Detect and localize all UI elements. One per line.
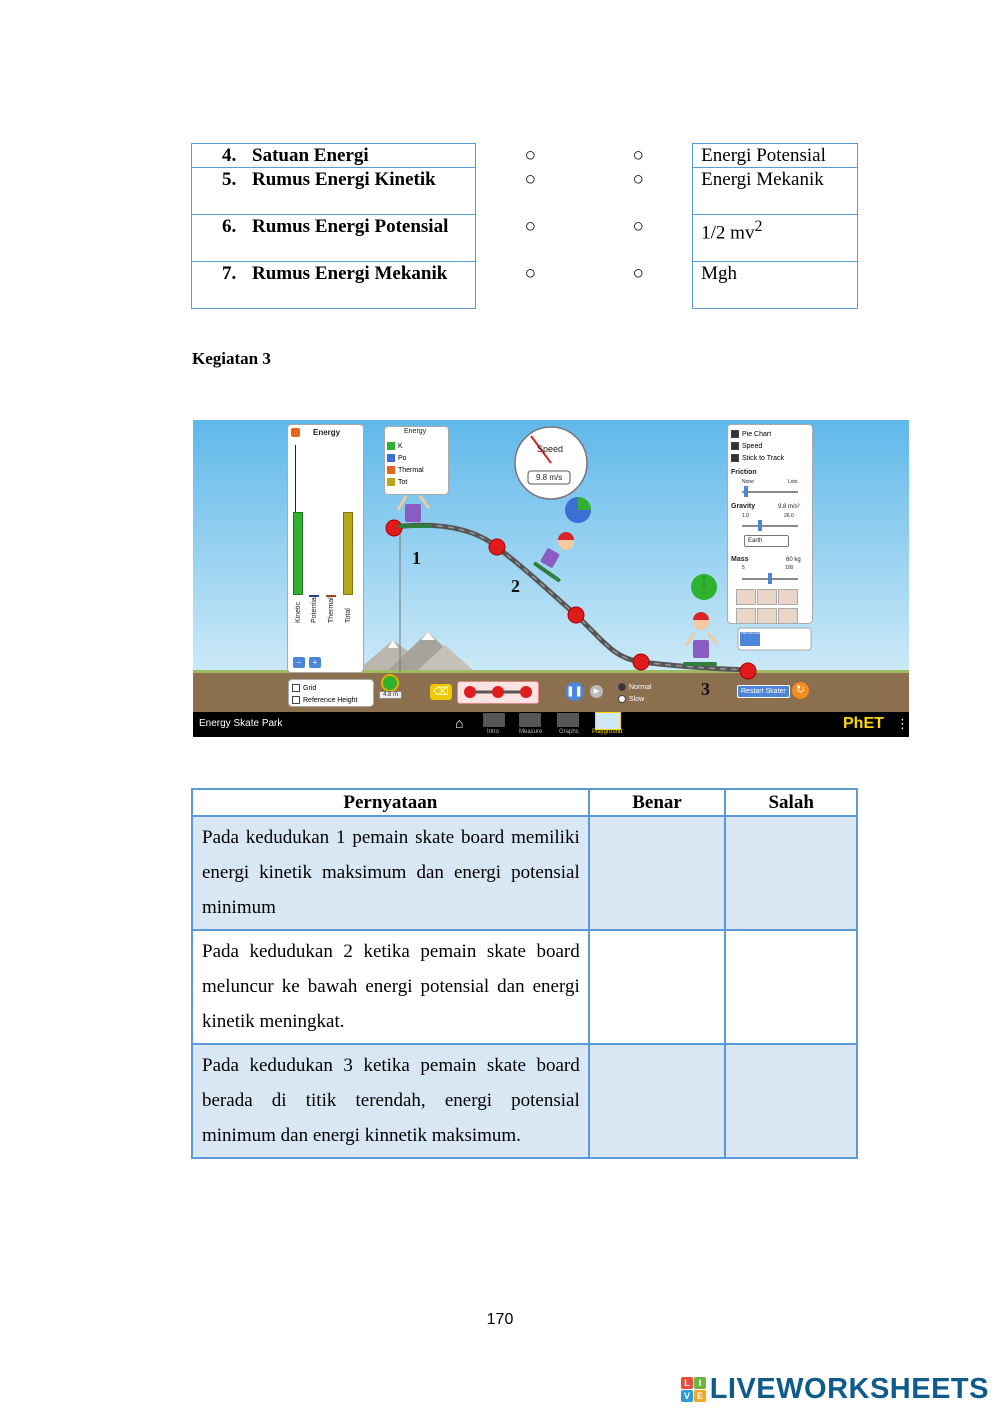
legend-label: K: [398, 442, 403, 450]
restart-skater-button[interactable]: Restart Skater: [737, 685, 790, 698]
step-forward-button[interactable]: ▶: [590, 685, 603, 698]
skater-choice[interactable]: [778, 608, 798, 624]
term-label: Rumus Energi Potensial: [252, 216, 449, 237]
checkbox[interactable]: [292, 696, 300, 704]
legend-label: Po: [398, 454, 407, 462]
matching-term-cell: [192, 144, 476, 168]
page-number: 170: [486, 1311, 514, 1328]
normal-speed-radio[interactable]: [618, 681, 652, 693]
mass-min: 5: [742, 565, 745, 571]
match-dot-right[interactable]: ○: [632, 144, 644, 166]
planet-select[interactable]: Earth: [744, 535, 789, 547]
salah-answer-cell[interactable]: [725, 930, 857, 1044]
bar-total: [343, 512, 353, 595]
bar-label-total: Total: [345, 608, 352, 623]
nav-playground[interactable]: Playground: [592, 729, 623, 735]
legend-swatch: [387, 442, 395, 450]
track-control-point: [568, 607, 584, 623]
bar-kinetic: [293, 512, 303, 595]
grid-checkbox[interactable]: [292, 682, 357, 694]
radio[interactable]: [618, 695, 626, 703]
speed-readout: 9.8 m/s: [536, 473, 563, 482]
skater-choice[interactable]: [736, 608, 756, 624]
checkbox-label: Grid: [303, 684, 317, 692]
benar-answer-cell[interactable]: [589, 1044, 726, 1158]
match-dot-right[interactable]: ○: [632, 168, 644, 190]
liveworksheets-badge-icon: [681, 1377, 707, 1403]
pie-chart-position-2: [565, 497, 591, 523]
statement-text: Pada kedudukan 1 pemain skate board memiliki energi kinetik maksimum dan energi potensial minimum: [192, 816, 589, 930]
sim-speed-options: [618, 681, 652, 705]
energy-legend-panel: [384, 426, 449, 495]
slow-speed-radio[interactable]: [618, 693, 652, 705]
track-control-point: [633, 654, 649, 670]
term-label: Satuan Energi: [252, 145, 369, 166]
match-dot-left[interactable]: ○: [524, 215, 537, 237]
match-dot-left[interactable]: ○: [524, 144, 537, 166]
legend-swatch: [387, 454, 395, 462]
energy-bar-graph-panel: [287, 424, 364, 673]
legend-item-kinetic[interactable]: [387, 440, 424, 452]
nav-graphs[interactable]: Graphs: [559, 729, 579, 735]
mass-slider-thumb[interactable]: [768, 573, 772, 584]
term-number: 6.: [222, 216, 237, 237]
pie-chart-checkbox[interactable]: [731, 428, 784, 440]
legend-item-total[interactable]: [387, 476, 424, 488]
speedometer: [515, 427, 587, 499]
salah-answer-cell[interactable]: [725, 1044, 857, 1158]
header-benar: Benar: [589, 789, 726, 816]
radio-label: Normal: [629, 683, 652, 691]
legend-swatch: [387, 478, 395, 486]
match-dot-left[interactable]: ○: [524, 262, 537, 284]
energy-skate-park-simulation: [193, 420, 909, 737]
skater-choice[interactable]: [736, 589, 756, 605]
home-icon[interactable]: ⌂: [455, 715, 464, 731]
bar-label-potential: Potential: [311, 595, 318, 623]
match-dot-right[interactable]: ○: [632, 215, 644, 237]
skater-choices: [736, 589, 796, 624]
friction-title: Friction: [731, 469, 757, 476]
term-label: Rumus Energi Mekanik: [252, 263, 448, 284]
gravity-min: 1.0: [742, 513, 749, 519]
statement-row: [192, 930, 857, 1044]
phet-logo: PhET: [843, 715, 884, 732]
pie-chart-position-3: [691, 574, 717, 600]
pause-button[interactable]: ❚❚: [565, 682, 584, 701]
term-number: 4.: [222, 145, 237, 166]
nav-screen-icon[interactable]: [557, 713, 579, 727]
radio-label: Slow: [629, 695, 645, 703]
mass-max: 100: [785, 565, 794, 571]
statement-text: Pada kedudukan 3 ketika pemain skate board berada di titik terendah, energi potensial minimum dan energi kinnetik maksimum.: [192, 1044, 589, 1158]
position-marker-3: 3: [701, 679, 710, 699]
mass-title: Mass: [731, 556, 749, 563]
term-label: Rumus Energi Kinetik: [252, 169, 436, 190]
reset-all-icon[interactable]: ↻: [792, 682, 809, 699]
matching-answer-cell: [693, 262, 858, 309]
legend-label: Thermal: [398, 466, 424, 474]
nav-screen-icon[interactable]: [519, 713, 541, 727]
answer-label: Energi Mekanik: [701, 169, 824, 190]
statement-row: [192, 1044, 857, 1158]
navigation-bar: [193, 712, 909, 737]
badge-letter: V: [683, 1390, 690, 1401]
track-control-point: [386, 520, 402, 536]
track-control-point: [489, 539, 505, 555]
menu-icon[interactable]: ⋮: [896, 716, 909, 731]
collapse-energy-panel-button[interactable]: [291, 428, 300, 437]
header-salah: Salah: [725, 789, 857, 816]
nav-intro[interactable]: Intro: [487, 729, 500, 735]
gravity-title: Gravity: [731, 503, 756, 510]
checkbox-label: Speed: [742, 442, 763, 450]
friction-slider[interactable]: [742, 491, 798, 493]
legend-swatch: [387, 466, 395, 474]
matching-term-cell: [192, 262, 476, 309]
track-control-point: [740, 663, 756, 679]
checkbox-label: Pie Chart: [742, 430, 772, 438]
match-dot-left[interactable]: ○: [524, 168, 537, 190]
friction-max: Lots: [788, 479, 798, 485]
checkbox[interactable]: [292, 684, 300, 692]
checkbox[interactable]: [731, 454, 739, 462]
radio[interactable]: [618, 683, 626, 691]
badge-letter: I: [698, 1377, 701, 1388]
legend-item-potential[interactable]: [387, 452, 424, 464]
skater-choice[interactable]: [778, 589, 798, 605]
nav-measure[interactable]: Measure: [519, 729, 543, 735]
statement-row: [192, 816, 857, 930]
checkbox-label: Stick to Track: [742, 454, 785, 462]
energy-graph-title: Energy: [313, 428, 341, 437]
matching-answer-cell: [693, 215, 858, 262]
statement-table-header: [192, 789, 857, 816]
matching-row: [192, 262, 858, 309]
skater-choice[interactable]: [757, 608, 777, 624]
eraser-icon[interactable]: ⌫: [430, 684, 452, 700]
checkbox-label: Reference Height: [303, 696, 358, 704]
answer-superscript: 2: [754, 218, 763, 235]
track-toolbox[interactable]: [457, 681, 539, 704]
skater-choice[interactable]: [757, 589, 777, 605]
zoom-in-button[interactable]: +: [309, 657, 321, 668]
display-options: [731, 428, 784, 464]
bar-label-kinetic: Kinetic: [295, 601, 302, 623]
stick-to-track-checkbox[interactable]: [731, 452, 784, 464]
matching-row: [192, 144, 858, 168]
answer-label: Mgh: [701, 263, 738, 284]
nav-screen-icon-active[interactable]: [595, 712, 621, 730]
matching-row: [192, 215, 858, 262]
header-pernyataan: Pernyataan: [192, 789, 589, 816]
speed-checkbox[interactable]: [731, 440, 784, 452]
app-title: Energy Skate Park: [199, 718, 283, 729]
mass-value: 60 kg: [786, 557, 801, 563]
benar-answer-cell[interactable]: [589, 930, 726, 1044]
checkbox[interactable]: [731, 430, 739, 438]
reference-height-checkbox[interactable]: [292, 694, 357, 706]
matching-answer-cell: [693, 168, 858, 215]
grid-options-panel: [288, 679, 374, 707]
height-readout: 4.8 m: [379, 691, 402, 699]
zoom-out-button[interactable]: −: [293, 657, 305, 668]
term-number: 7.: [222, 263, 237, 284]
friction-slider-thumb[interactable]: [744, 486, 748, 497]
measuring-tape-icon[interactable]: [381, 674, 399, 692]
legend-list: [387, 440, 424, 488]
liveworksheets-wordmark: LIVEWORKSHEETS: [709, 1373, 989, 1405]
control-panel: [727, 424, 813, 624]
position-marker-2: 2: [511, 576, 520, 596]
statement-text: Pada kedudukan 2 ketika pemain skate board meluncur ke bawah energi potensial dan energi kinetik meningkat.: [192, 930, 589, 1044]
match-dot-right[interactable]: ○: [632, 262, 644, 284]
matching-row: [192, 168, 858, 215]
stopwatch-readout: 00:00.00: [741, 630, 761, 636]
speedometer-label: Speed: [537, 444, 564, 454]
benar-answer-cell[interactable]: [589, 816, 726, 930]
gravity-max: 26.0: [784, 513, 794, 519]
term-number: 5.: [222, 169, 237, 190]
nav-screen-icon[interactable]: [483, 713, 505, 727]
legend-title: Energy: [404, 428, 427, 435]
badge-letter: L: [683, 1377, 690, 1388]
gravity-slider[interactable]: [742, 525, 798, 527]
liveworksheets-logo: [681, 1373, 989, 1406]
bar-label-thermal: Thermal: [328, 597, 335, 623]
legend-label: Tot: [398, 478, 408, 486]
checkbox[interactable]: [731, 442, 739, 450]
legend-item-thermal[interactable]: [387, 464, 424, 476]
statement-table: [191, 788, 858, 1159]
gravity-value: 9.8 m/s²: [778, 504, 800, 510]
section-title: Kegiatan 3: [192, 349, 271, 368]
matching-table: [191, 143, 858, 309]
answer-label: 1/2 mv: [701, 222, 755, 244]
matching-term-cell: [192, 215, 476, 262]
matching-answer-cell: [693, 144, 858, 168]
answer-label: Energi Potensial: [701, 145, 826, 166]
position-marker-1: 1: [412, 548, 421, 568]
badge-letter: E: [696, 1390, 703, 1401]
gravity-slider-thumb[interactable]: [758, 520, 762, 531]
salah-answer-cell[interactable]: [725, 816, 857, 930]
friction-min: None: [742, 479, 754, 485]
matching-term-cell: [192, 168, 476, 215]
